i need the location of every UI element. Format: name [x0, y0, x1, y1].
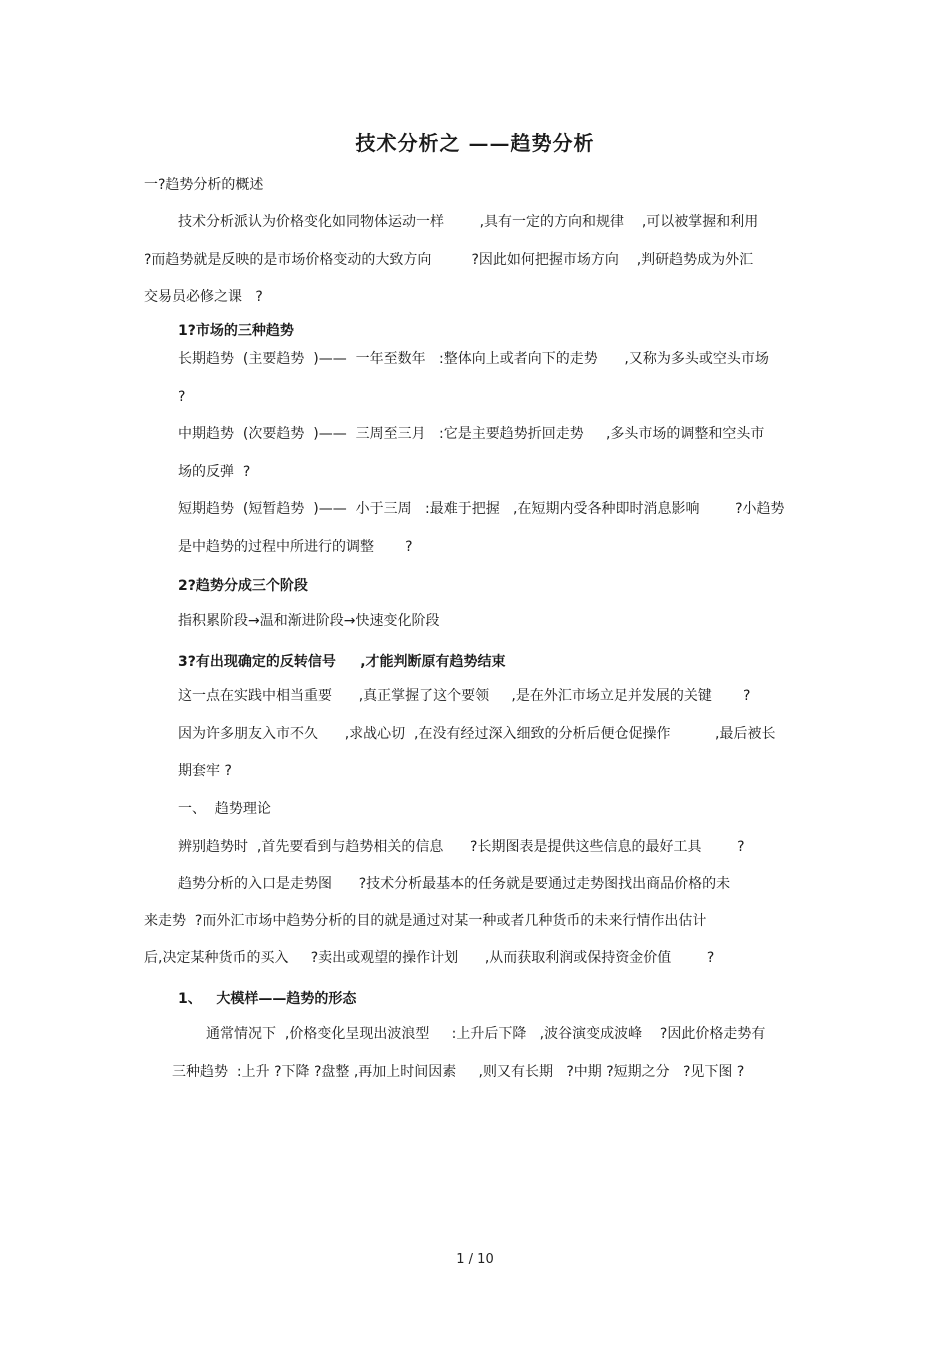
- paragraph-line: 期套牢 ?: [178, 763, 232, 779]
- paragraph-line: 通常情况下 ,价格变化呈现出波浪型 :上升后下降 ,波谷演变成波峰 ?因此价格走势有: [206, 1026, 766, 1042]
- paragraph-line: 技术分析派认为价格变化如同物体运动一样 ,具有一定的方向和规律 ,可以被掌握和利用: [178, 214, 759, 230]
- document-title: 技术分析之 ——趋势分析: [355, 131, 595, 155]
- paragraph-line: 这一点在实践中相当重要 ,真正掌握了这个要领 ,是在外汇市场立足并发展的关键 ?: [178, 688, 751, 704]
- subheading-three-phases: 2?趋势分成三个阶段: [178, 578, 308, 594]
- paragraph-line: 来走势 ?而外汇市场中趋势分析的目的就是通过对某一种或者几种货币的未来行情作出估计: [144, 913, 707, 929]
- list-item-short-term: 短期趋势 (短暂趋势 )—— 小于三周 :最难于把握 ,在短期内受各种即时消息影响 ?小趋势: [178, 501, 785, 517]
- paragraph-line: 交易员必修之课 ?: [144, 289, 263, 305]
- list-item-continuation: 是中趋势的过程中所进行的调整 ?: [178, 539, 413, 555]
- page-number: 1 / 10: [456, 1252, 494, 1267]
- subheading-reversal-signal: 3?有出现确定的反转信号 ,才能判断原有趋势结束: [178, 654, 506, 670]
- list-item-mid-term: 中期趋势 (次要趋势 )—— 三周至三月 :它是主要趋势折回走势 ,多头市场的调整和空头市: [178, 426, 765, 442]
- paragraph-line: 趋势分析的入口是走势图 ?技术分析最基本的任务就是要通过走势图找出商品价格的未: [178, 876, 731, 892]
- subheading-three-trends: 1?市场的三种趋势: [178, 323, 294, 339]
- paragraph-line: 辨别趋势时 ,首先要看到与趋势相关的信息 ?长期图表是提供这些信息的最好工具 ?: [178, 839, 745, 855]
- list-item-continuation: ?: [178, 389, 186, 405]
- paragraph-line: ?而趋势就是反映的是市场价格变动的大致方向 ?因此如何把握市场方向 ,判研趋势成为外汇: [144, 252, 754, 268]
- paragraph-line: 指积累阶段→温和渐进阶段→快速变化阶段: [178, 613, 440, 629]
- paragraph-line: 因为许多朋友入市不久 ,求战心切 ,在没有经过深入细致的分析后便仓促操作 ,最后被长: [178, 726, 776, 742]
- paragraph-line: 三种趋势 :上升 ?下降 ?盘整 ,再加上时间因素 ,则又有长期 ?中期 ?短期之分 ?见下图 ?: [172, 1064, 745, 1080]
- paragraph-line: 后,决定某种货币的买入 ?卖出或观望的操作计划 ,从而获取利润或保持资金价值 ?: [144, 950, 715, 966]
- list-item-long-term: 长期趋势 (主要趋势 )—— 一年至数年 :整体向上或者向下的走势 ,又称为多头或空头市场: [178, 351, 769, 367]
- section-heading-trend-theory: 一、 趋势理论: [178, 801, 271, 817]
- section-heading-overview: 一?趋势分析的概述: [144, 177, 264, 193]
- subheading-trend-forms: 1、 大模样——趋势的形态: [178, 991, 357, 1007]
- list-item-continuation: 场的反弹 ?: [178, 464, 251, 480]
